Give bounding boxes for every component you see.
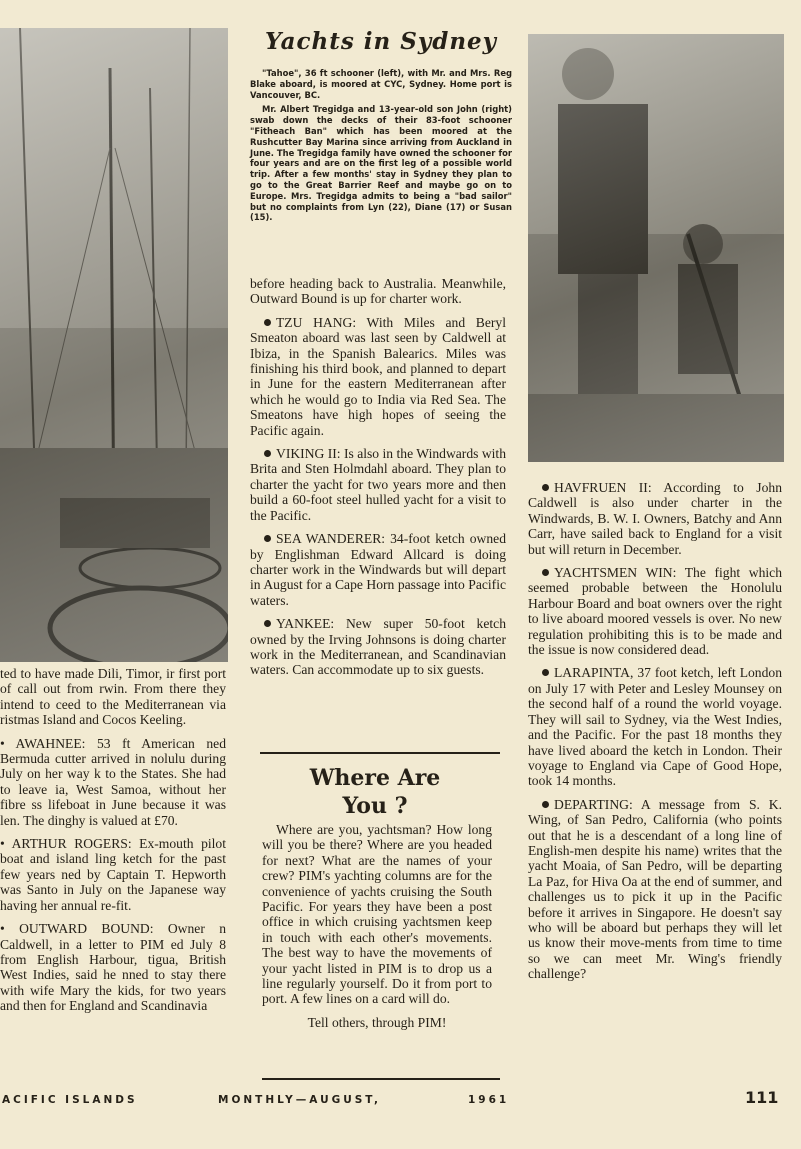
article-item: VIKING II: Is also in the Windwards with Brita and Sten Holmdahl aboard. They plan to charter the yacht for two years more and then build a 60-foot steel hulled yacht for a visit to the Pacific.: [250, 446, 506, 523]
bullet-icon: [542, 484, 549, 491]
schooner-tahoe-photo: [0, 28, 228, 662]
right-column: [528, 480, 782, 990]
footer-year: 1961: [468, 1094, 510, 1106]
box-signoff: Tell others, through PIM!: [307, 1014, 447, 1030]
article-item: TZU HANG: With Miles and Beryl Smeaton aboard was last seen by Caldwell at Ibiza, in the Spanish Balearics. Miles was finishing his third book, and planned to depart in June for the eastern Mediterranean after which he would go to India via Red Sea. The Smeatons have high hopes of seeing the Pacific again.: [250, 314, 506, 438]
caption-paragraph: Mr. Albert Tregidga and 13-year-old son John (right) swab down the decks of their 83-foot schooner "Fitheach Ban" which has been moored at the Rushcutter Bay Marina since arriving from Auckland in June. The Tregidga family have owned the schooner for four years and are on the first leg of a possible world trip. After a few months' stay in Sydney they plan to go to the Great Barrier Reef and maybe go on to Europe. Mrs. Tregidga admits to being a "bad sailor" but no complaints from Lyn (22), Diane (17) or Susan (15).: [250, 104, 512, 223]
photo-caption: [250, 68, 512, 227]
article-item: LARAPINTA, 37 foot ketch, left London on July 17 with Peter and Lesley Mounsey on the second half of a round the world voyage. They will sail to Sydney, via the West Indies, and the Pacific. For the past 18 months they have lived aboard the ketch in London. Their voyage to England via Cape of Good Hope, took 14 months.: [528, 665, 782, 789]
box-paragraph: Where are you, yachtsman? How long will you be there? Where are you headed for next? What are the names of your crew? PIM's yachting columns are for the convenience of yachts cruising the South Pacific. For years they have been a post office in which cruising yachtsmen keep in touch with each other's movements. The best way to have the movements of your yacht listed in PIM is to drop us a line regularly yourself. Do it from port to port. A few lines on a card will do.: [262, 822, 492, 1007]
page-title: Yachts in Sydney: [264, 28, 498, 55]
box-title: Where Are You ?: [309, 765, 441, 819]
article-paragraph: • AWAHNEE: 53 ft American ned Bermuda cutter arrived in nolulu during July on her way k to the States. She had to leave ia, West Samoa, without her fibre ss lifeboat in June because it was len. The dinghy is valued at £70.: [0, 735, 226, 828]
footer-publication: ACIFIC ISLANDS: [2, 1094, 138, 1106]
bullet-icon: [264, 620, 271, 627]
article-item: SEA WANDERER: 34-foot ketch owned by Englishman Edward Allcard is doing charter work in the Windwards but will depart in August for a Cape Horn passage into Pacific waters.: [250, 531, 506, 608]
article-paragraph: before heading back to Australia. Meanwhile, Outward Bound is up for charter work.: [250, 276, 506, 307]
article-paragraph: ted to have made Dili, Timor, ir first port of call out from rwin. From there they intend to ceed to the Mediterranean via ristmas Island and Cocos Keeling.: [0, 666, 226, 728]
bullet-icon: [264, 535, 271, 542]
tregidga-deck-photo: [528, 34, 784, 462]
left-column: [0, 666, 226, 1022]
caption-paragraph: "Tahoe", 36 ft schooner (left), with Mr. and Mrs. Reg Blake aboard, is moored at CYC, Sydney. Home port is Vancouver, BC.: [250, 68, 512, 100]
article-item: YACHTSMEN WIN: The fight which seemed probable between the Honolulu Harbour Board and boat owners over the right to live aboard moored vessels is over. No new regulation prohibiting this is to be made and the issue is now considered dead.: [528, 565, 782, 658]
bullet-icon: [264, 319, 271, 326]
article-item: DEPARTING: A message from S. K. Wing, of San Pedro, California (who points out that he is a descendant of a long line of English-men despite his name) writes that the yacht Moaia, of San Pedro, will be departing La Paz, for Hiva Oa at the end of summer, and challenges us to pick it up in the Pacific before it arrives in Singapore. He doesn't say who will be aboard but perhaps they will let us know their move-ments from time to time so we can meet Mr. Wing's friendly challenge?: [528, 796, 782, 982]
article-item: YANKEE: New super 50-foot ketch owned by the Irving Johnsons is doing charter work in the Mediterranean, and Scandinavian waters. Can accommodate up to six guests.: [250, 616, 506, 678]
bullet-icon: [542, 669, 549, 676]
article-paragraph: • ARTHUR ROGERS: Ex-mouth pilot boat and island ling ketch for the past few years ned by Captain T. Hepworth was Santo in July on the Japanese way having her annual re-fit.: [0, 836, 226, 913]
box-body: [262, 822, 492, 1038]
bullet-icon: [542, 801, 549, 808]
page-number: 111: [745, 1088, 779, 1107]
bullet-icon: [264, 450, 271, 457]
box-bottom-rule: [262, 1078, 500, 1080]
footer-date: MONTHLY—AUGUST,: [218, 1094, 381, 1106]
middle-column: [250, 276, 506, 686]
article-item: HAVFRUEN II: According to John Caldwell is also under charter in the Windwards, B. W. I. Owners, Batchy and Ann Carr, have sailed back to England for a visit but will return in December.: [528, 480, 782, 557]
bullet-icon: [542, 569, 549, 576]
article-paragraph: • OUTWARD BOUND: Owner n Caldwell, in a letter to PIM ed July 8 from English Harbour, tigua, British West Indies, said he nned to stay there with wife Mary the kids, for two years and then for England and Scandinavia: [0, 921, 226, 1014]
box-top-rule: [260, 752, 500, 754]
